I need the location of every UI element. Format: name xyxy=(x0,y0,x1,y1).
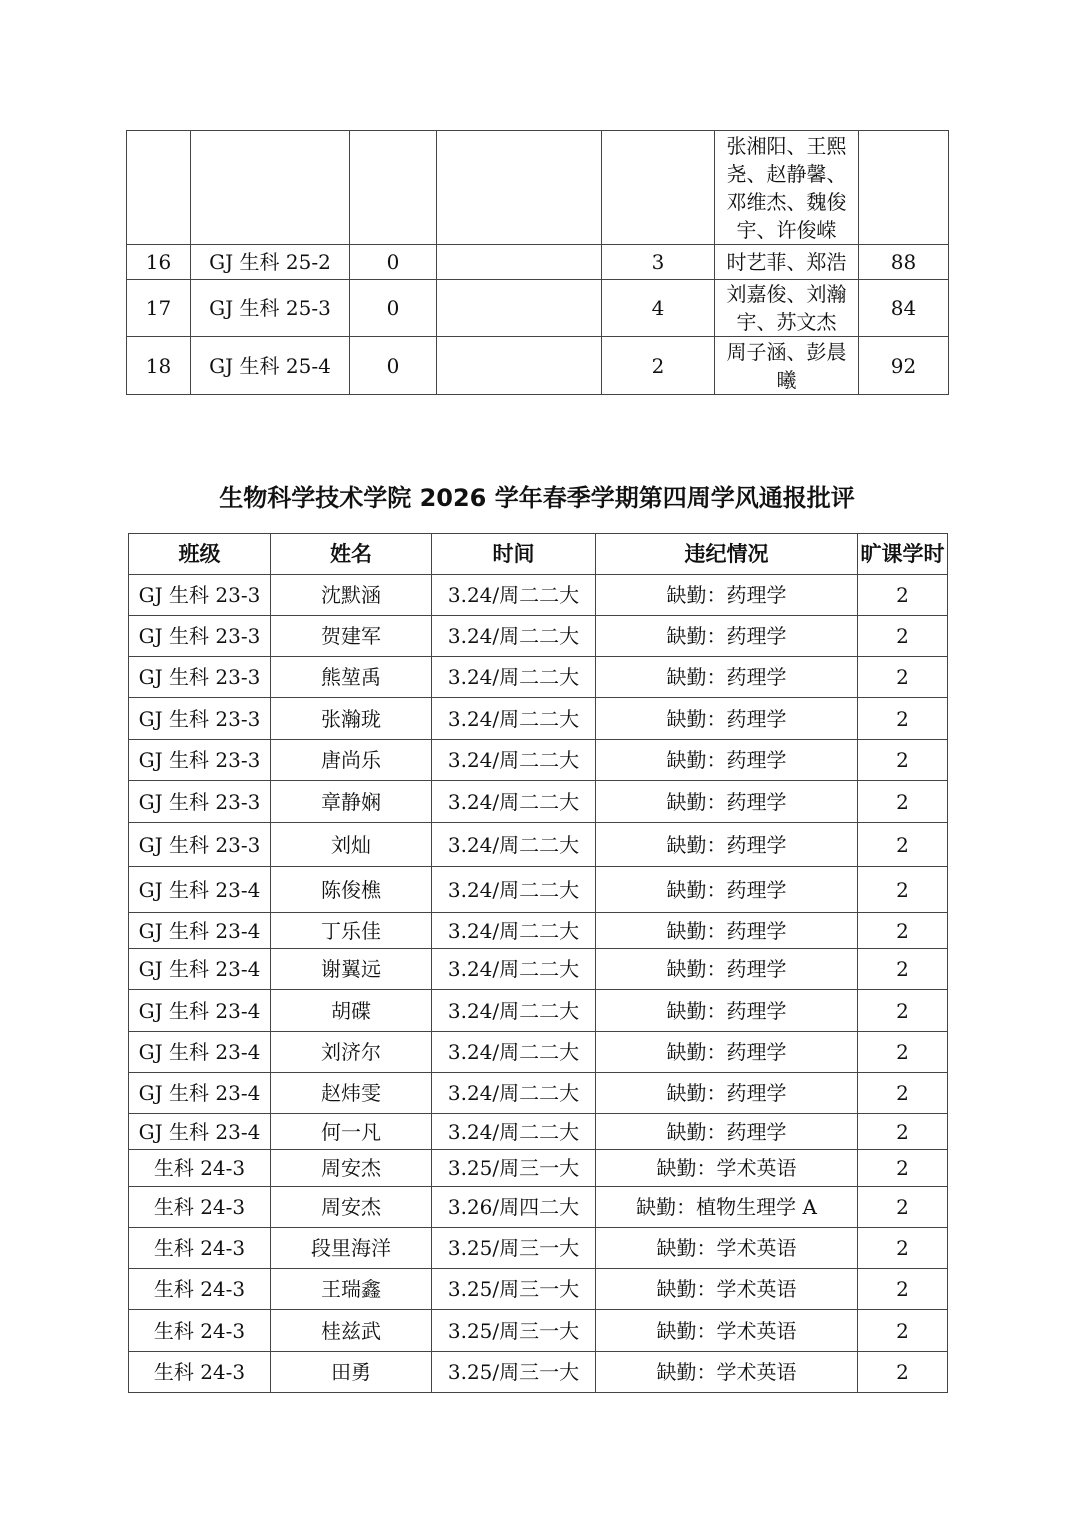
cell-class: GJ 生科 23-4 xyxy=(129,1073,271,1114)
top-cell-no: 17 xyxy=(127,280,191,337)
table-row xyxy=(129,913,948,949)
cell-class: 生科 24-3 xyxy=(129,1187,271,1228)
cell-name: 熊堃禹 xyxy=(271,657,432,698)
cell-time: 3.24/周二二大 xyxy=(432,1032,596,1073)
cell-hours: 2 xyxy=(858,1228,948,1269)
cell-hours: 2 xyxy=(858,657,948,698)
cell-violation: 缺勤：药理学 xyxy=(596,1032,858,1073)
report-title: 生物科学技术学院 2026 学年春季学期第四周学风通报批评 xyxy=(219,484,855,512)
cell-violation: 缺勤：药理学 xyxy=(596,913,858,949)
ranking-table-continued xyxy=(126,130,949,395)
cell-hours: 2 xyxy=(858,823,948,867)
cell-class: 生科 24-3 xyxy=(129,1228,271,1269)
table-row xyxy=(129,1187,948,1228)
top-cell-names: 刘嘉俊、刘瀚宇、苏文杰 xyxy=(715,280,859,337)
cell-time: 3.25/周三一大 xyxy=(432,1310,596,1352)
table-row xyxy=(129,1150,948,1187)
cell-hours: 2 xyxy=(858,1073,948,1114)
cell-name: 桂兹武 xyxy=(271,1310,432,1352)
cell-class: GJ 生科 23-3 xyxy=(129,781,271,823)
cell-class: GJ 生科 23-3 xyxy=(129,616,271,657)
top-cell-score: 84 xyxy=(859,280,949,337)
cell-violation: 缺勤：药理学 xyxy=(596,867,858,913)
cell-name: 周安杰 xyxy=(271,1187,432,1228)
cell-class: 生科 24-3 xyxy=(129,1150,271,1187)
top-cell-count xyxy=(602,131,715,245)
cell-class: GJ 生科 23-4 xyxy=(129,1032,271,1073)
cell-class: GJ 生科 23-3 xyxy=(129,740,271,781)
cell-hours: 2 xyxy=(858,867,948,913)
top-cell-no xyxy=(127,131,191,245)
table-row xyxy=(129,990,948,1032)
cell-time: 3.24/周二二大 xyxy=(432,1114,596,1150)
top-cell-no: 18 xyxy=(127,337,191,395)
cell-class: 生科 24-3 xyxy=(129,1269,271,1310)
cell-violation: 缺勤：药理学 xyxy=(596,575,858,616)
cell-time: 3.24/周二二大 xyxy=(432,657,596,698)
cell-class: GJ 生科 23-4 xyxy=(129,949,271,990)
table-row xyxy=(129,657,948,698)
top-cell-score xyxy=(859,131,949,245)
cell-violation: 缺勤：药理学 xyxy=(596,740,858,781)
cell-name: 谢翼远 xyxy=(271,949,432,990)
cell-hours: 2 xyxy=(858,1269,948,1310)
cell-hours: 2 xyxy=(858,1114,948,1150)
cell-hours: 2 xyxy=(858,740,948,781)
cell-violation: 缺勤：学术英语 xyxy=(596,1310,858,1352)
cell-hours: 2 xyxy=(858,616,948,657)
top-cell-no: 16 xyxy=(127,245,191,280)
header-name: 姓名 xyxy=(271,534,432,575)
cell-hours: 2 xyxy=(858,1032,948,1073)
top-cell-class: GJ 生科 25-4 xyxy=(191,337,350,395)
top-cell-c4 xyxy=(437,280,602,337)
top-cell-c4 xyxy=(437,131,602,245)
table-row xyxy=(129,575,948,616)
criticism-table xyxy=(128,533,948,1393)
cell-violation: 缺勤：药理学 xyxy=(596,698,858,740)
top-cell-count: 4 xyxy=(602,280,715,337)
cell-class: GJ 生科 23-4 xyxy=(129,867,271,913)
table-row xyxy=(129,1269,948,1310)
cell-name: 王瑞鑫 xyxy=(271,1269,432,1310)
top-table-row xyxy=(127,280,949,337)
table-row xyxy=(129,781,948,823)
top-cell-class xyxy=(191,131,350,245)
top-cell-c4 xyxy=(437,337,602,395)
cell-time: 3.25/周三一大 xyxy=(432,1352,596,1393)
table-row xyxy=(129,1228,948,1269)
table-row xyxy=(129,1032,948,1073)
table-row xyxy=(129,949,948,990)
cell-time: 3.24/周二二大 xyxy=(432,740,596,781)
top-cell-score: 92 xyxy=(859,337,949,395)
cell-violation: 缺勤：学术英语 xyxy=(596,1352,858,1393)
cell-name: 唐尚乐 xyxy=(271,740,432,781)
cell-name: 刘灿 xyxy=(271,823,432,867)
cell-hours: 2 xyxy=(858,781,948,823)
cell-time: 3.24/周二二大 xyxy=(432,990,596,1032)
top-cell-names: 周子涵、彭晨曦 xyxy=(715,337,859,395)
cell-violation: 缺勤：药理学 xyxy=(596,949,858,990)
top-cell-c3: 0 xyxy=(350,280,437,337)
top-table-row xyxy=(127,131,949,245)
cell-name: 胡碟 xyxy=(271,990,432,1032)
cell-time: 3.24/周二二大 xyxy=(432,913,596,949)
cell-hours: 2 xyxy=(858,1310,948,1352)
cell-name: 陈俊樵 xyxy=(271,867,432,913)
header-class: 班级 xyxy=(129,534,271,575)
cell-time: 3.24/周二二大 xyxy=(432,867,596,913)
top-cell-class: GJ 生科 25-2 xyxy=(191,245,350,280)
cell-name: 刘济尔 xyxy=(271,1032,432,1073)
cell-name: 丁乐佳 xyxy=(271,913,432,949)
top-cell-score: 88 xyxy=(859,245,949,280)
top-table-row xyxy=(127,337,949,395)
table-row xyxy=(129,616,948,657)
cell-hours: 2 xyxy=(858,990,948,1032)
table-row xyxy=(129,867,948,913)
cell-time: 3.25/周三一大 xyxy=(432,1228,596,1269)
cell-class: GJ 生科 23-3 xyxy=(129,575,271,616)
cell-time: 3.24/周二二大 xyxy=(432,823,596,867)
cell-time: 3.24/周二二大 xyxy=(432,1073,596,1114)
cell-class: GJ 生科 23-3 xyxy=(129,823,271,867)
cell-time: 3.24/周二二大 xyxy=(432,698,596,740)
top-table-row xyxy=(127,245,949,280)
cell-hours: 2 xyxy=(858,1352,948,1393)
cell-name: 贺建军 xyxy=(271,616,432,657)
cell-hours: 2 xyxy=(858,1150,948,1187)
cell-class: 生科 24-3 xyxy=(129,1310,271,1352)
top-cell-count: 3 xyxy=(602,245,715,280)
cell-time: 3.24/周二二大 xyxy=(432,575,596,616)
cell-name: 沈默涵 xyxy=(271,575,432,616)
cell-hours: 2 xyxy=(858,575,948,616)
cell-hours: 2 xyxy=(858,1187,948,1228)
table-row xyxy=(129,1352,948,1393)
cell-name: 章静娴 xyxy=(271,781,432,823)
top-cell-class: GJ 生科 25-3 xyxy=(191,280,350,337)
header-violation: 违纪情况 xyxy=(596,534,858,575)
cell-class: GJ 生科 23-4 xyxy=(129,990,271,1032)
table-row xyxy=(129,1114,948,1150)
cell-time: 3.25/周三一大 xyxy=(432,1269,596,1310)
cell-name: 赵炜雯 xyxy=(271,1073,432,1114)
header-hours: 旷课学时 xyxy=(858,534,948,575)
header-time: 时间 xyxy=(432,534,596,575)
cell-violation: 缺勤：药理学 xyxy=(596,616,858,657)
cell-violation: 缺勤：学术英语 xyxy=(596,1228,858,1269)
top-cell-c3 xyxy=(350,131,437,245)
top-cell-names: 时艺菲、郑浩 xyxy=(715,245,859,280)
cell-name: 张瀚珑 xyxy=(271,698,432,740)
cell-violation: 缺勤：学术英语 xyxy=(596,1269,858,1310)
cell-class: GJ 生科 23-3 xyxy=(129,698,271,740)
table-row xyxy=(129,823,948,867)
cell-hours: 2 xyxy=(858,913,948,949)
cell-violation: 缺勤：学术英语 xyxy=(596,1150,858,1187)
cell-hours: 2 xyxy=(858,949,948,990)
top-cell-c3: 0 xyxy=(350,337,437,395)
top-cell-c3: 0 xyxy=(350,245,437,280)
cell-time: 3.24/周二二大 xyxy=(432,616,596,657)
cell-class: 生科 24-3 xyxy=(129,1352,271,1393)
cell-violation: 缺勤：药理学 xyxy=(596,1073,858,1114)
cell-violation: 缺勤：药理学 xyxy=(596,781,858,823)
cell-class: GJ 生科 23-4 xyxy=(129,1114,271,1150)
table-row xyxy=(129,698,948,740)
cell-class: GJ 生科 23-4 xyxy=(129,913,271,949)
cell-violation: 缺勤：药理学 xyxy=(596,823,858,867)
cell-name: 段里海洋 xyxy=(271,1228,432,1269)
table-row xyxy=(129,1073,948,1114)
top-cell-count: 2 xyxy=(602,337,715,395)
top-cell-c4 xyxy=(437,245,602,280)
cell-name: 何一凡 xyxy=(271,1114,432,1150)
cell-time: 3.25/周三一大 xyxy=(432,1150,596,1187)
cell-class: GJ 生科 23-3 xyxy=(129,657,271,698)
table-row xyxy=(129,1310,948,1352)
cell-violation: 缺勤：药理学 xyxy=(596,657,858,698)
table-row xyxy=(129,740,948,781)
cell-time: 3.24/周二二大 xyxy=(432,781,596,823)
cell-name: 周安杰 xyxy=(271,1150,432,1187)
cell-violation: 缺勤：植物生理学 A xyxy=(596,1187,858,1228)
cell-time: 3.26/周四二大 xyxy=(432,1187,596,1228)
cell-time: 3.24/周二二大 xyxy=(432,949,596,990)
cell-violation: 缺勤：药理学 xyxy=(596,1114,858,1150)
cell-name: 田勇 xyxy=(271,1352,432,1393)
top-cell-names: 张湘阳、王熙尧、赵静馨、邓维杰、魏俊宇、许俊嵘 xyxy=(715,131,859,245)
cell-violation: 缺勤：药理学 xyxy=(596,990,858,1032)
table-header-row xyxy=(129,534,948,575)
cell-hours: 2 xyxy=(858,698,948,740)
